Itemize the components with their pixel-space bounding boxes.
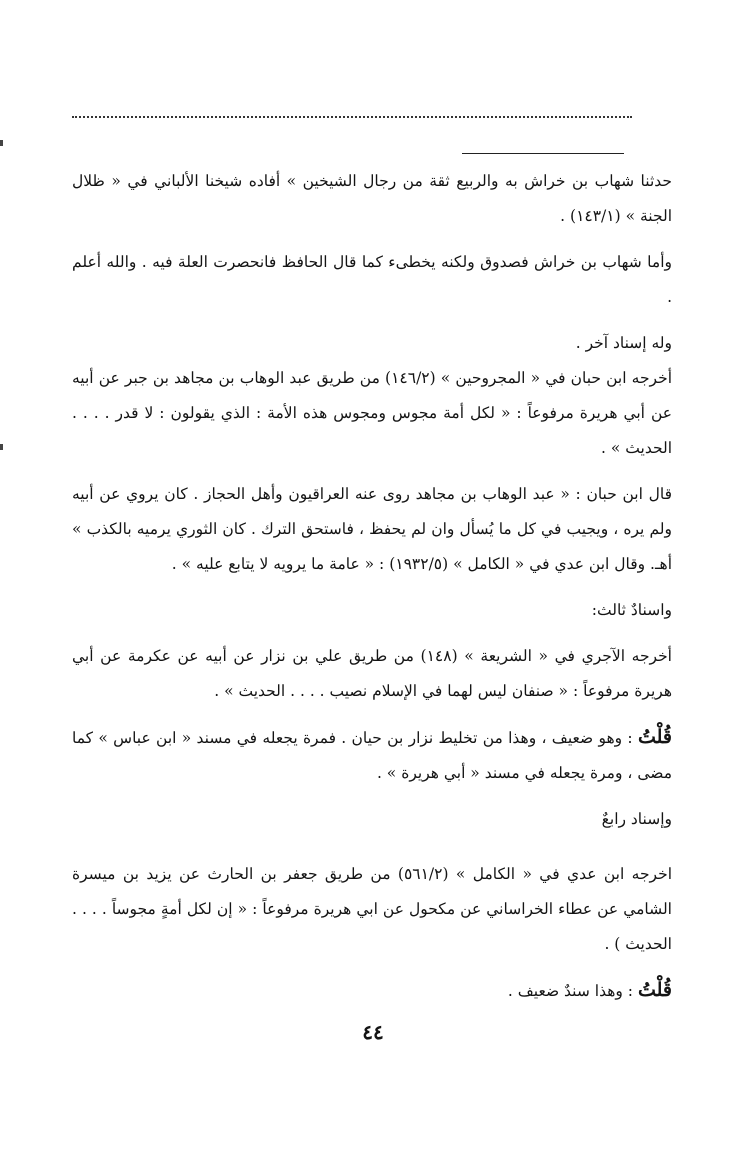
paragraph-11: [72, 973, 672, 1009]
paragraph-10: اخرجه ابن عدي في « الكامل » (٥٦١/٢) من طريق جعفر بن الحارث عن يزيد بن ميسرة الشامي عن عطاء الخراساني عن مكحول عن ابي هريرة مرفوعاً : « إن لكل أمةٍ مجوساً . . . . الحديث ) .: [72, 865, 672, 953]
paragraph-11-text: : وهذا سندٌ ضعيف .: [507, 982, 638, 1000]
footnote-rule: [462, 153, 624, 154]
paragraph-6: واسنادٌ ثالث:: [591, 601, 672, 619]
paragraph-8-text: : وهو ضعيف ، وهذا من تخليط نزار بن حيان . فمرة يجعله في مسند « ابن عباس » كما مضى ، ومرة يجعله في مسند « أبي هريرة » .: [72, 729, 672, 782]
edge-mark-top: [0, 140, 3, 146]
qult-label-2: قُلْتُ: [637, 979, 672, 1001]
paragraph-2: وأما شهاب بن خراش فصدوق ولكنه يخطىء كما قال الحافظ فانحصرت العلة فيه . والله أعلم .: [72, 253, 672, 306]
paragraph-8: [72, 720, 672, 791]
footnote-text: [72, 164, 672, 1020]
paragraph-5: قال ابن حبان : « عبد الوهاب بن مجاهد روى عنه العراقيون وأهل الحجاز . كان يروي عن أبيه ولم يره ، ويجيب في كل ما يُسأل وان لم يحفظ ، فاستحق الترك . كان الثوري يرميه بالكذب » أهـ. وقال ابن عدي في « الكامل » (١٩٣٢/٥) : « عامة ما يرويه لا يتابع عليه » .: [72, 485, 672, 573]
paragraph-4: أخرجه ابن حبان في « المجروحين » (١٤٦/٢) من طريق عبد الوهاب بن مجاهد بن جبر عن أبيه عن أبي هريرة مرفوعاً : « لكل أمة مجوس ومجوس هذه الأمة : الذي يقولون : لا قدر . . . . الحديث » .: [72, 369, 673, 457]
paragraph-1: حدثنا شهاب بن خراش به والربيع ثقة من رجال الشيخين » أفاده شيخنا الألباني في « ظلال الجنة » (١٤٣/١) .: [72, 172, 672, 225]
qult-label-1: قُلْتُ: [637, 726, 672, 748]
paragraph-7: أخرجه الآجري في « الشريعة » (١٤٨) من طريق علي بن نزار عن أبيه عن عكرمة عن أبي هريرة مرفوعاً : « صنفان ليس لهما في الإسلام نصيب . . . . الحديث » .: [72, 647, 672, 700]
page-number: ٤٤: [362, 1020, 384, 1044]
paragraph-3: وله إسناد آخر .: [575, 334, 672, 352]
edge-mark-middle: [0, 444, 3, 450]
dotted-separator: [72, 116, 632, 118]
paragraph-9: وإسناد رابعٌ: [601, 810, 672, 828]
